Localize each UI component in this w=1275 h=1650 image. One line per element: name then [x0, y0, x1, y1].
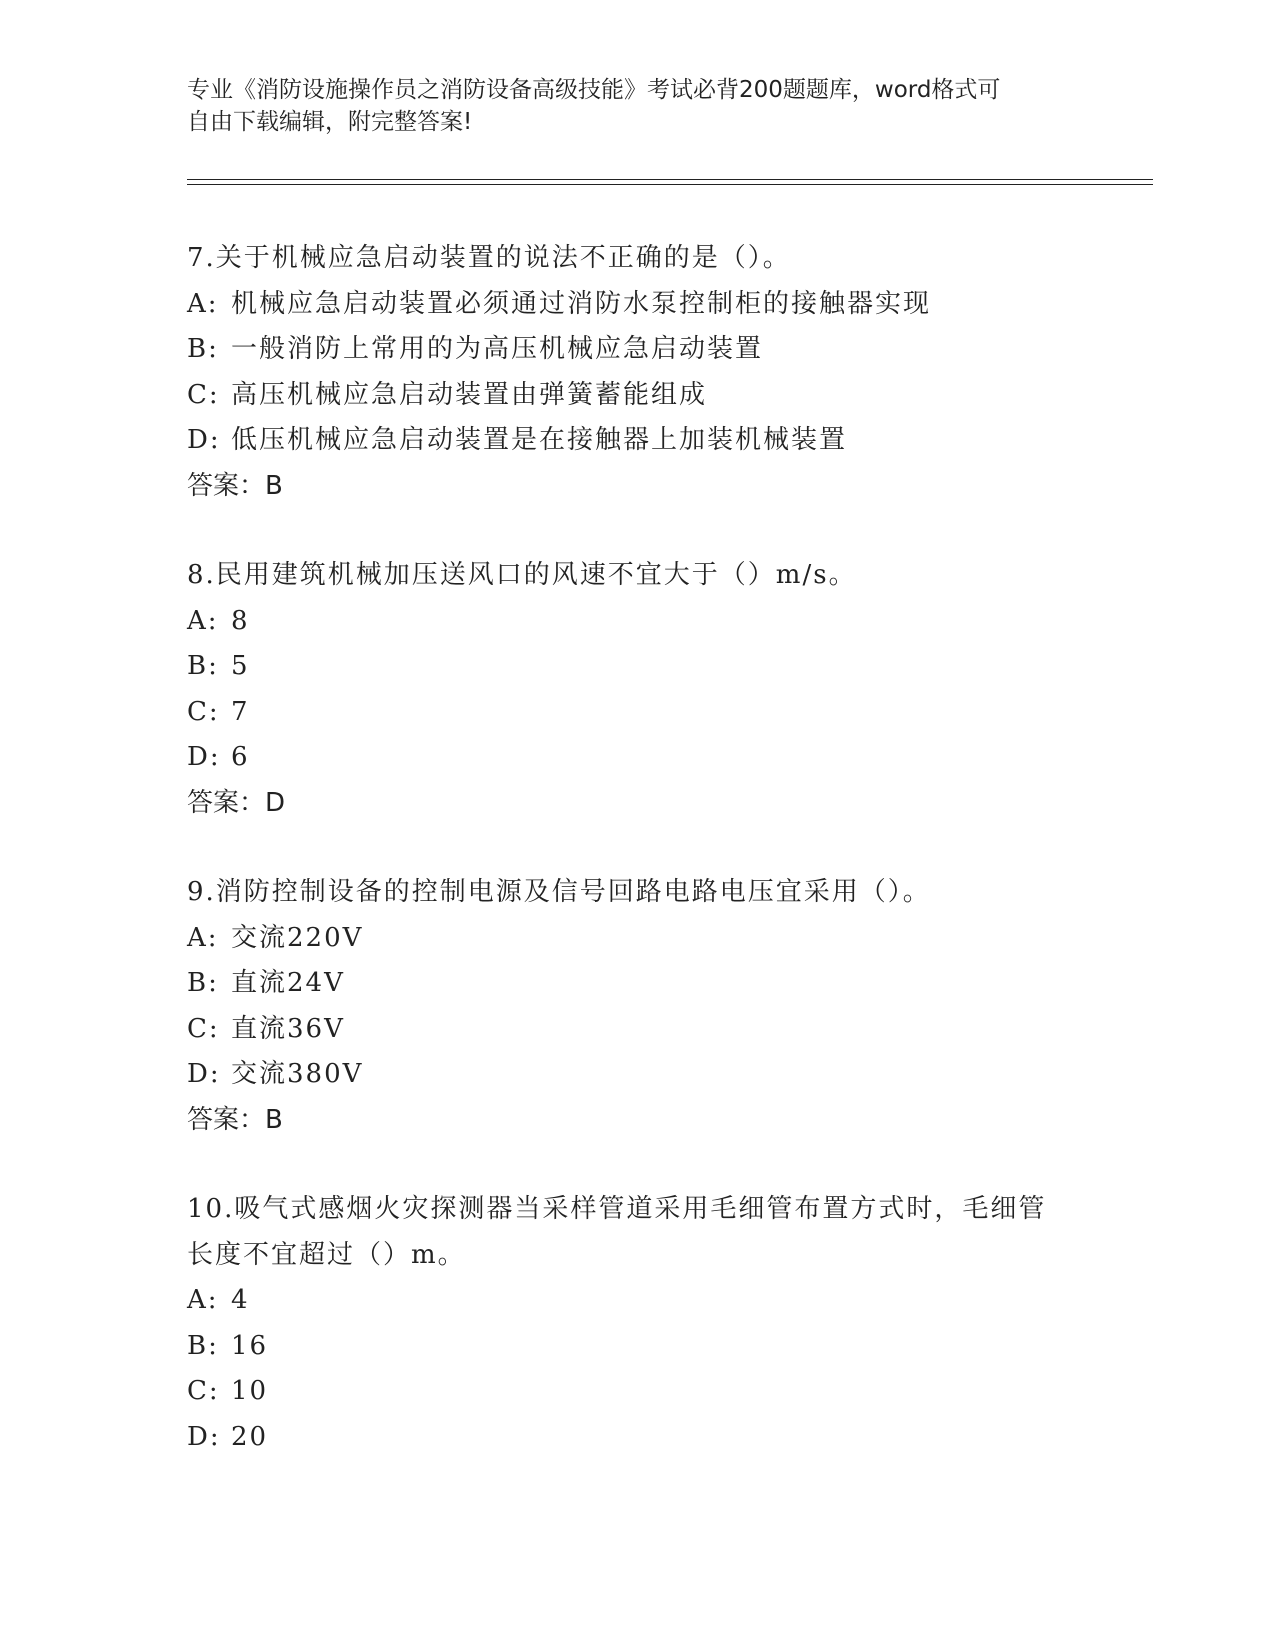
option-text: 高压机械应急启动装置由弹簧蓄能组成: [231, 379, 708, 410]
option-text: 20: [231, 1421, 269, 1452]
question-10: [187, 1187, 1087, 1460]
option-letter: B:: [187, 334, 219, 364]
option-text: 机械应急启动装置必须通过消防水泵控制柜的接触器实现: [231, 288, 932, 319]
option-letter: A:: [187, 605, 219, 636]
option-text: 5: [231, 651, 250, 681]
option-letter: D:: [187, 1059, 221, 1089]
header-divider-bottom: [187, 184, 1153, 185]
option-text: 低压机械应急启动装置是在接触器上加装机械装置: [231, 425, 848, 455]
header-divider-top: [187, 179, 1153, 180]
option-c: [187, 1369, 1087, 1415]
document-header: [187, 74, 1067, 138]
option-b: [187, 1324, 1087, 1370]
option-text: 16: [231, 1330, 269, 1361]
option-text: 直流36V: [231, 1013, 345, 1044]
option-b: [187, 961, 1087, 1007]
option-letter: C:: [187, 696, 220, 727]
option-a: [187, 1278, 1087, 1324]
option-letter: C:: [187, 1013, 220, 1044]
option-letter: A:: [187, 922, 219, 953]
option-text: 4: [231, 1285, 250, 1315]
option-d: [187, 418, 1087, 464]
question-8: [187, 553, 1087, 826]
question-9: [187, 870, 1087, 1143]
option-letter: B:: [187, 651, 219, 681]
question-stem: 7.关于机械应急启动装置的说法不正确的是（）。: [187, 243, 791, 273]
answer-line: 答案：B: [187, 1104, 283, 1135]
option-d: [187, 1052, 1087, 1098]
option-a: [187, 916, 1087, 962]
option-letter: C:: [187, 379, 220, 410]
question-stem: 9.消防控制设备的控制电源及信号回路电路电压宜采用（）。: [187, 877, 931, 907]
option-b: [187, 327, 1087, 373]
question-stem: 8.民用建筑机械加压送风口的风速不宜大于（）m/s。: [187, 560, 857, 590]
option-d: [187, 735, 1087, 781]
option-letter: B:: [187, 1330, 219, 1361]
answer-line: 答案：D: [187, 787, 286, 818]
option-text: 8: [231, 605, 250, 636]
option-text: 直流24V: [231, 968, 345, 998]
answer-line: 答案：B: [187, 470, 283, 501]
option-text: 一般消防上常用的为高压机械应急启动装置: [231, 334, 764, 364]
option-letter: D:: [187, 425, 221, 455]
option-letter: A:: [187, 288, 219, 319]
header-line-1: 专业《消防设施操作员之消防设备高级技能》考试必背200题题库，word格式可: [187, 77, 1001, 103]
option-text: 6: [231, 742, 250, 772]
header-line-2: 自由下载编辑，附完整答案!: [187, 109, 473, 135]
option-c: [187, 373, 1087, 419]
question-stem-line-2: 长度不宜超过（）m。: [187, 1239, 466, 1270]
option-letter: A:: [187, 1285, 219, 1315]
option-letter: B:: [187, 968, 219, 998]
question-7: [187, 236, 1087, 509]
option-letter: C:: [187, 1376, 220, 1406]
option-a: [187, 599, 1087, 645]
question-stem-line-1: 10.吸气式感烟火灾探测器当采样管道采用毛细管布置方式时，毛细管: [187, 1194, 1047, 1224]
option-text: 7: [231, 696, 250, 727]
option-text: 10: [231, 1376, 269, 1406]
option-letter: D:: [187, 1421, 221, 1452]
option-b: [187, 644, 1087, 690]
option-letter: D:: [187, 742, 221, 772]
question-list: [187, 236, 1087, 1504]
option-d: [187, 1415, 1087, 1461]
option-text: 交流220V: [231, 922, 364, 953]
option-text: 交流380V: [231, 1059, 364, 1089]
option-c: [187, 1007, 1087, 1053]
option-a: [187, 282, 1087, 328]
option-c: [187, 690, 1087, 736]
